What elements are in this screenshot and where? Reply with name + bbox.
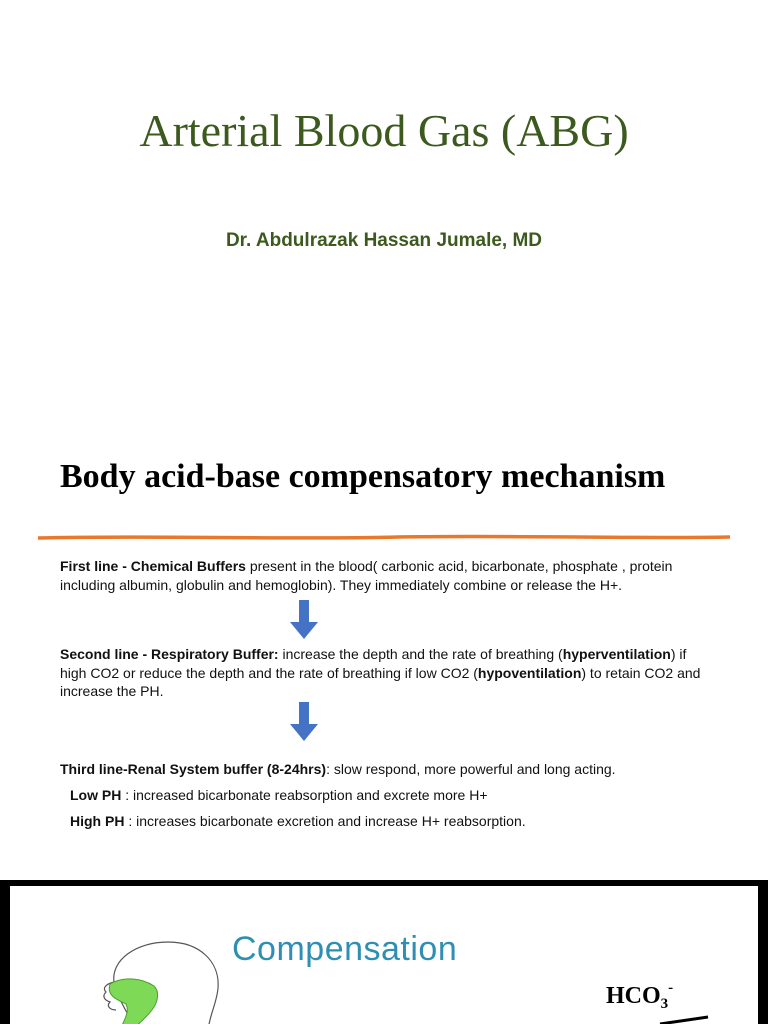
heading-underline	[38, 532, 730, 544]
third-line-text: : slow respond, more powerful and long acting.	[326, 761, 616, 777]
high-ph-text: : increases bicarbonate excretion and increase H+ reabsorption.	[124, 813, 526, 829]
second-line-label: Second line - Respiratory Buffer:	[60, 646, 279, 662]
down-arrow-icon	[288, 702, 320, 742]
low-ph-item	[70, 787, 488, 803]
high-ph-label: High PH	[70, 813, 125, 829]
first-line-label: First line - Chemical Buffers	[60, 558, 246, 574]
compensation-slide	[0, 880, 768, 1024]
balance-bar-graphic	[658, 1014, 710, 1024]
mechanism-slide	[0, 440, 768, 880]
compensation-slide-content	[10, 886, 758, 1024]
bicarbonate-formula	[606, 980, 673, 1013]
first-line-text: present in the blood( carbonic acid, bicarbonate, phosphate , protein including albumin, globulin and hemoglobin). They immediately combine or release the H+.	[60, 558, 673, 593]
low-ph-label: Low PH	[70, 787, 122, 803]
low-ph-text: : increased bicarbonate reabsorption and excrete more H+	[121, 787, 488, 803]
down-arrow-icon	[288, 600, 320, 640]
second-line-paragraph	[60, 645, 710, 701]
presentation-title: Arterial Blood Gas (ABG)	[139, 105, 629, 156]
compensation-title: Compensation	[232, 930, 458, 968]
hyperventilation-term: hyperventilation	[562, 646, 671, 662]
third-line-label: Third line-Renal System buffer (8-24hrs)	[60, 761, 327, 777]
title-slide	[0, 0, 768, 440]
formula-superscript: -	[668, 980, 674, 996]
high-ph-item	[70, 813, 526, 829]
second-line-text-a: increase the depth and the rate of breathing (	[278, 646, 563, 662]
formula-main: HCO	[606, 983, 661, 1009]
slide-heading: Body acid-base compensatory mechanism	[60, 458, 666, 495]
hypoventilation-term: hypoventilation	[477, 664, 582, 681]
author-name: Dr. Abdulrazak Hassan Jumale, MD	[225, 230, 543, 251]
formula-subscript: 3	[660, 996, 669, 1012]
second-line-text-b: ) if high CO2 or reduce the depth and the rate of breathing if low CO2 (	[60, 646, 687, 681]
second-line-text-c: ) to retain CO2 and increase the PH.	[60, 664, 701, 699]
third-line-paragraph	[60, 760, 710, 779]
first-line-paragraph	[60, 557, 710, 594]
